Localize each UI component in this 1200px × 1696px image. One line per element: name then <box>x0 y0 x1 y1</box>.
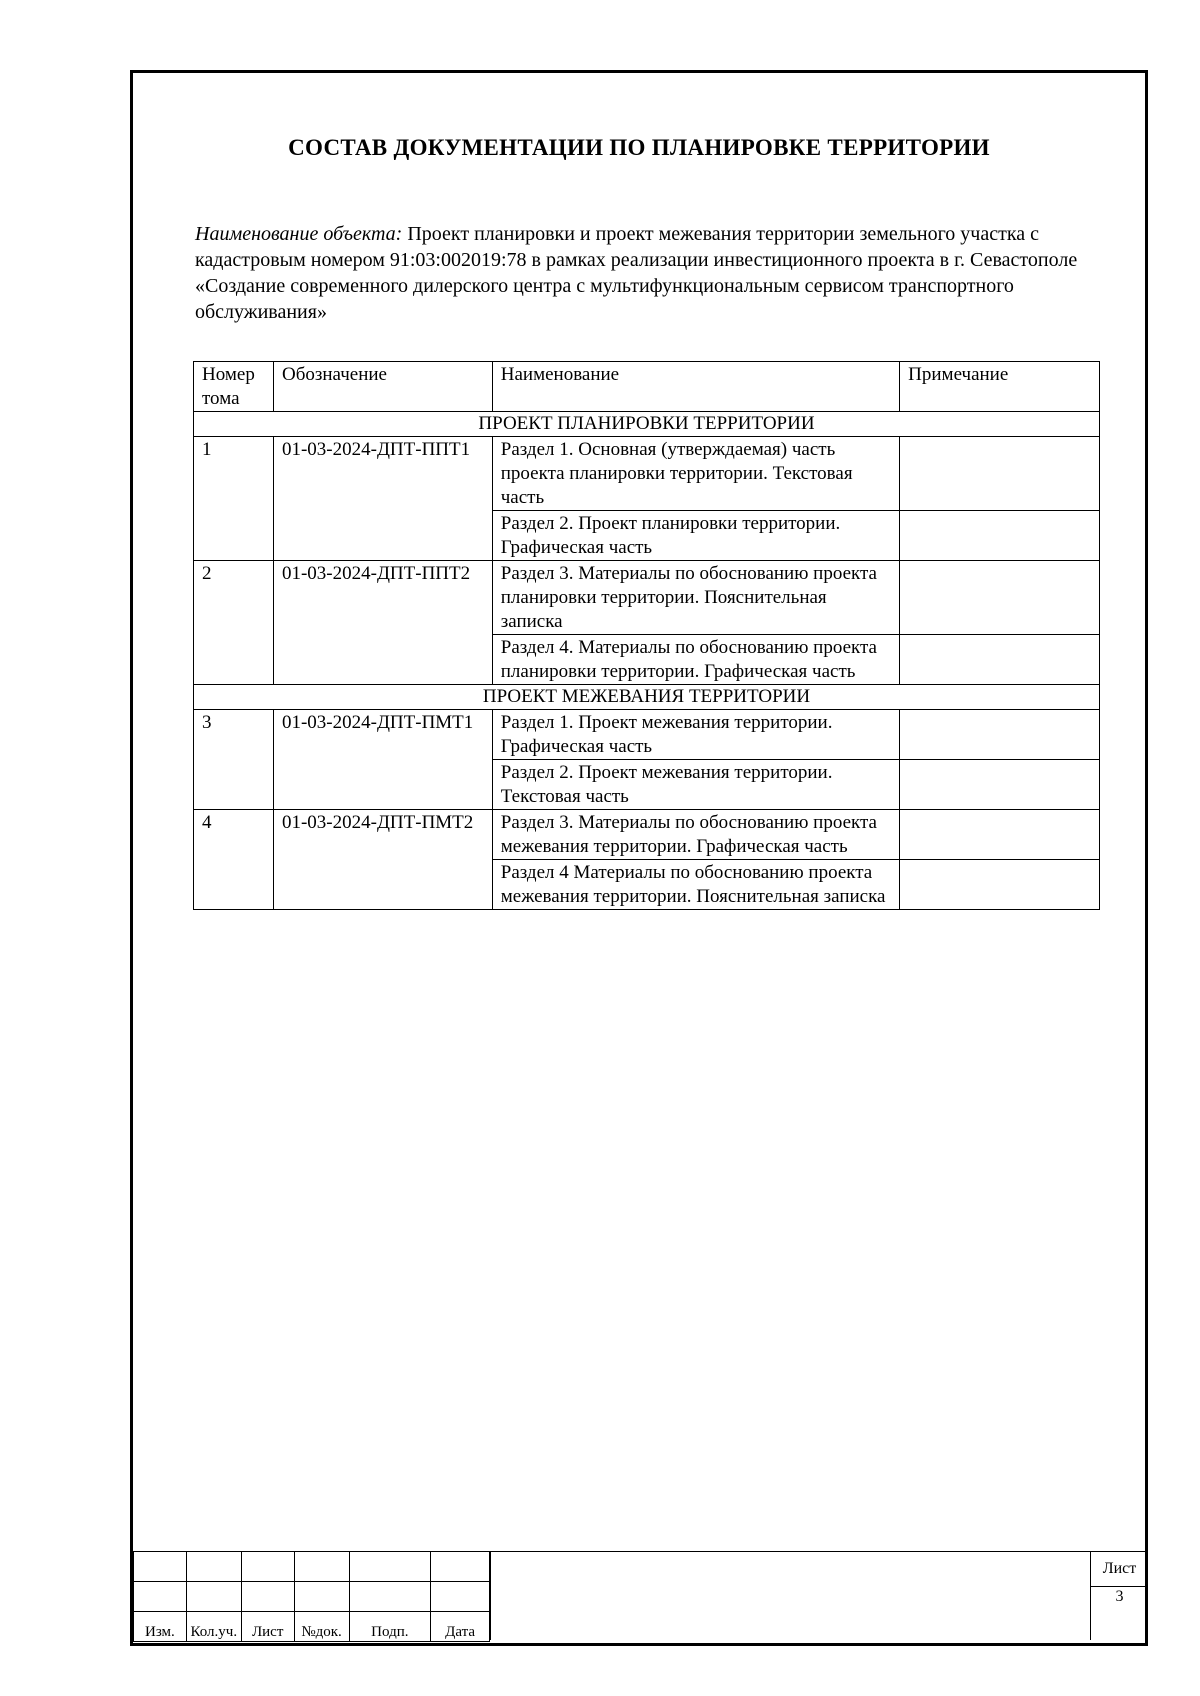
item-name: Раздел 2. Проект планировки территории. Графическая часть <box>492 511 899 561</box>
volume-number: 3 <box>194 710 274 810</box>
volume-code: 01-03-2024-ДПТ-ПМТ1 <box>273 710 492 810</box>
revision-header-row <box>134 1612 490 1642</box>
volume-number: 1 <box>194 437 274 561</box>
section-title: ПРОЕКТ МЕЖЕВАНИЯ ТЕРРИТОРИИ <box>194 685 1100 710</box>
stamp-col-sign: Подп. <box>349 1612 431 1642</box>
volume-code: 01-03-2024-ДПТ-ППТ2 <box>273 561 492 685</box>
item-name: Раздел 4 Материалы по обоснованию проекта межевания территории. Пояснительная записка <box>492 860 899 910</box>
item-note <box>900 511 1100 561</box>
item-name: Раздел 1. Проект межевания территории. Графическая часть <box>492 710 899 760</box>
header-volume: Номер тома <box>194 362 274 412</box>
table-row <box>194 710 1100 760</box>
stamp-col-change: Изм. <box>134 1612 187 1642</box>
header-note: Примечание <box>900 362 1100 412</box>
volume-number: 4 <box>194 810 274 910</box>
volume-code: 01-03-2024-ДПТ-ППТ1 <box>273 437 492 561</box>
item-name: Раздел 2. Проект межевания территории. Текстовая часть <box>492 760 899 810</box>
composition-table <box>193 361 1100 910</box>
item-name: Раздел 3. Материалы по обоснованию проекта межевания территории. Графическая часть <box>492 810 899 860</box>
item-name: Раздел 3. Материалы по обоснованию проекта планировки территории. Пояснительная записка <box>492 561 899 635</box>
table-row <box>194 561 1100 635</box>
object-text: Проект планировки и проект межевания территории земельного участка с кадастровым номером 91:03:002019:78 в рамках реализации инвестиционного проекта в г. Севастополе «Создание современного дилерского центра с мультифункциональным сервисом транспортного обслуживания» <box>195 223 1078 323</box>
stamp-col-date: Дата <box>431 1612 490 1642</box>
sheet-number: 3 <box>1115 1588 1124 1605</box>
table-row <box>194 437 1100 511</box>
item-note <box>900 860 1100 910</box>
page-title: СОСТАВ ДОКУМЕНТАЦИИ ПО ПЛАНИРОВКЕ ТЕРРИТОРИИ <box>288 135 990 160</box>
sheet-label: Лист <box>1091 1552 1148 1587</box>
volume-code: 01-03-2024-ДПТ-ПМТ2 <box>273 810 492 910</box>
item-note <box>900 810 1100 860</box>
page-frame <box>130 70 1148 1646</box>
title-block <box>133 1551 1145 1643</box>
revision-table <box>133 1551 490 1642</box>
sheet-number-box <box>1090 1551 1148 1640</box>
item-note <box>900 561 1100 635</box>
header-code: Обозначение <box>273 362 492 412</box>
volume-number: 2 <box>194 561 274 685</box>
stamp-col-count: Кол.уч. <box>186 1612 241 1642</box>
stamp-col-docnum: №док. <box>294 1612 349 1642</box>
item-note <box>900 760 1100 810</box>
item-note <box>900 635 1100 685</box>
revision-row <box>134 1552 490 1582</box>
table-header-row <box>194 362 1100 412</box>
item-note <box>900 710 1100 760</box>
stamp-designation-box <box>490 1551 1090 1640</box>
section-row <box>194 685 1100 710</box>
item-note <box>900 437 1100 511</box>
section-title: ПРОЕКТ ПЛАНИРОВКИ ТЕРРИТОРИИ <box>194 412 1100 437</box>
section-row <box>194 412 1100 437</box>
table-row <box>194 810 1100 860</box>
item-name: Раздел 1. Основная (утверждаемая) часть проекта планировки территории. Текстовая часть <box>492 437 899 511</box>
object-description <box>195 221 1085 325</box>
item-name: Раздел 4. Материалы по обоснованию проекта планировки территории. Графическая часть <box>492 635 899 685</box>
header-name: Наименование <box>492 362 899 412</box>
stamp-col-sheet: Лист <box>241 1612 294 1642</box>
object-label: Наименование объекта: <box>195 223 403 245</box>
revision-row <box>134 1582 490 1612</box>
